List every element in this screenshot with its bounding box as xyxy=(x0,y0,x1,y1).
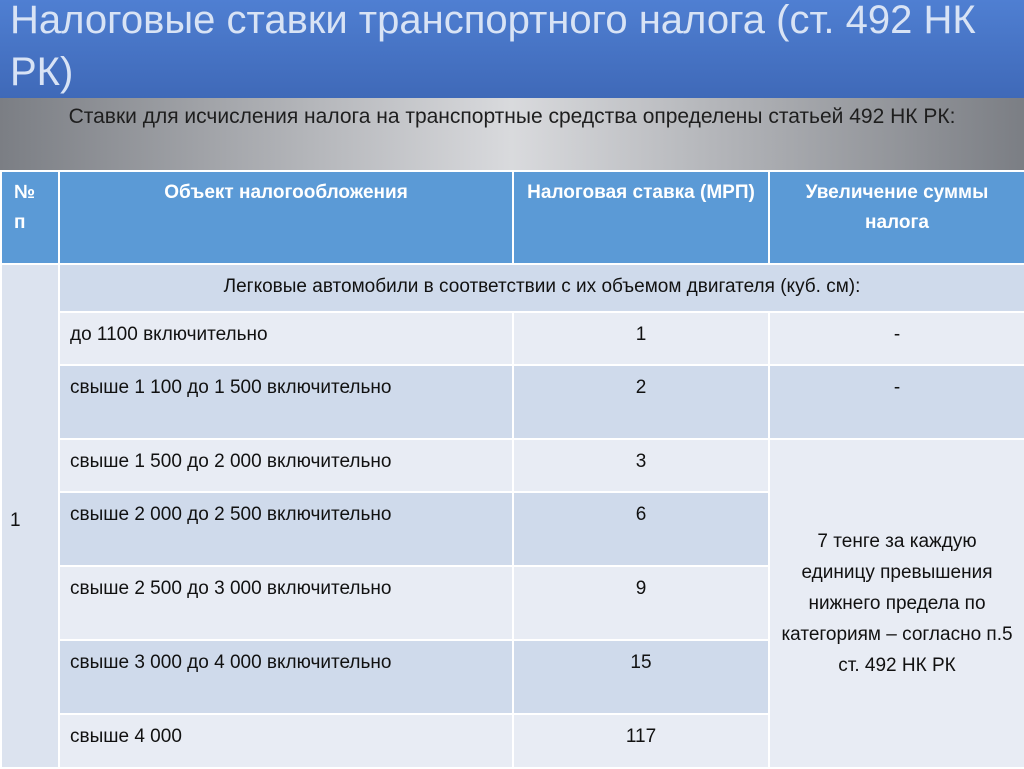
row-rate: 3 xyxy=(513,439,769,492)
group-label: Легковые автомобили в соответствии с их объемом двигателя (куб. см): xyxy=(59,264,1024,312)
header-row xyxy=(1,171,1024,264)
row-object: до 1100 включительно xyxy=(59,312,513,365)
slide-subtitle-bar xyxy=(0,98,1024,170)
row-object: свыше 1 100 до 1 500 включительно xyxy=(59,365,513,439)
row-increase: - xyxy=(769,365,1024,439)
row-rate: 15 xyxy=(513,640,769,714)
row-object: свыше 1 500 до 2 000 включительно xyxy=(59,439,513,492)
slide-subtitle: Ставки для исчисления налога на транспортные средства определены статьей 492 НК РК: xyxy=(68,105,956,128)
row-rate: 1 xyxy=(513,312,769,365)
header-object: Объект налогообложения xyxy=(59,171,513,264)
header-num: № п xyxy=(1,171,59,264)
row-object: свыше 2 000 до 2 500 включительно xyxy=(59,492,513,566)
row-rate: 9 xyxy=(513,566,769,640)
row-rate: 2 xyxy=(513,365,769,439)
row-increase: - xyxy=(769,312,1024,365)
row-object: свыше 4 000 xyxy=(59,714,513,768)
table-row xyxy=(1,365,1024,439)
row-object: свыше 3 000 до 4 000 включительно xyxy=(59,640,513,714)
row-rate: 6 xyxy=(513,492,769,566)
table-row xyxy=(1,312,1024,365)
row-rate: 117 xyxy=(513,714,769,768)
tax-rates-table xyxy=(0,170,1024,769)
header-increase: Увеличение суммы налога xyxy=(769,171,1024,264)
slide-title-bar xyxy=(0,0,1024,98)
row-object: свыше 2 500 до 3 000 включительно xyxy=(59,566,513,640)
slide-title: Налоговые ставки транспортного налога (ст. 492 НК РК) xyxy=(10,0,976,94)
group-row xyxy=(1,264,1024,312)
table-row xyxy=(1,439,1024,492)
row-number: 1 xyxy=(1,264,59,768)
surcharge-cell: 7 тенге за каждую единицу превышения нижнего предела по категориям – согласно п.5 ст. 492 НК РК xyxy=(769,439,1024,768)
header-rate: Налоговая ставка (МРП) xyxy=(513,171,769,264)
